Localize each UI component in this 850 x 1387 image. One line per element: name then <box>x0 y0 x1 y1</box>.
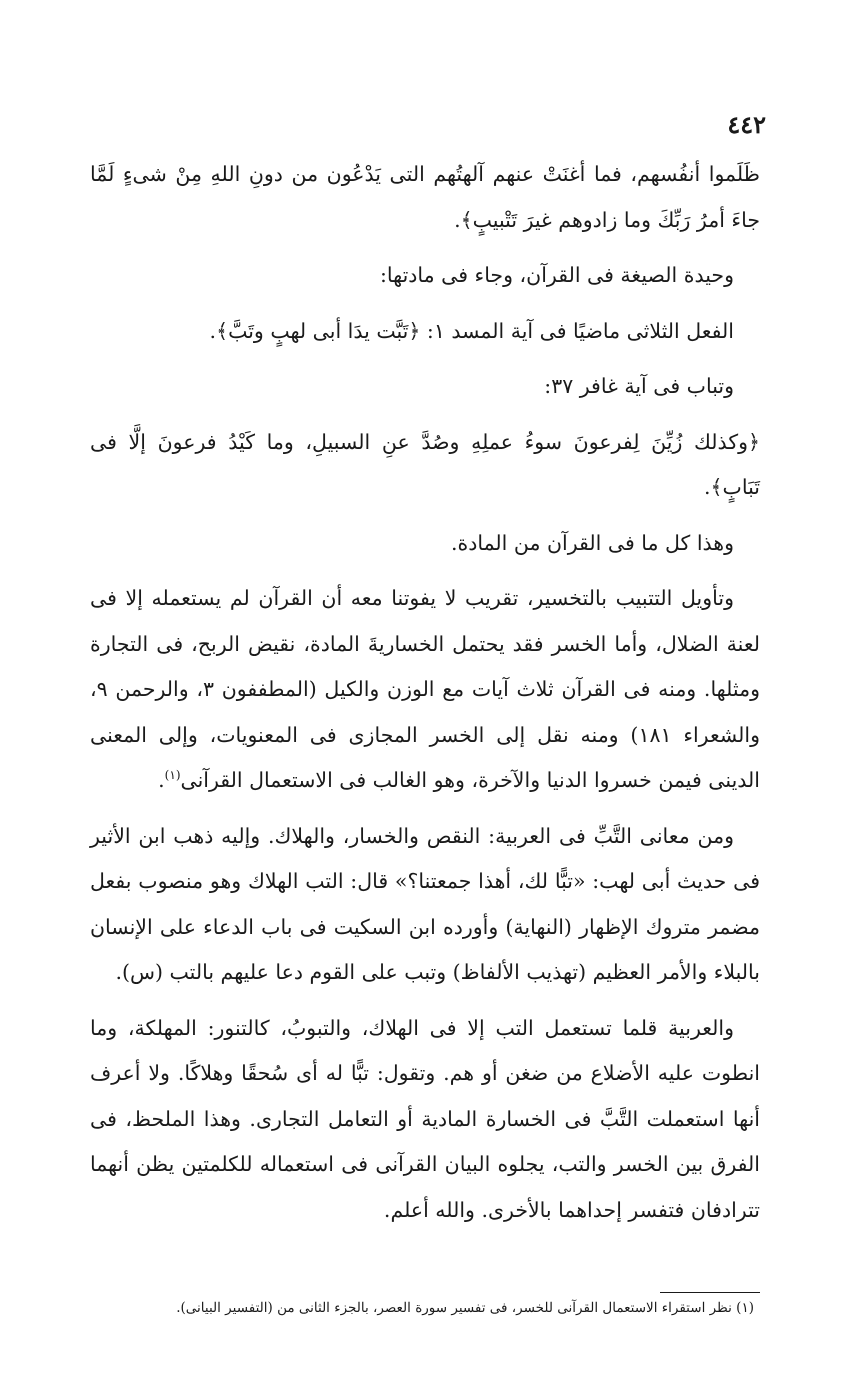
paragraph-8: ومن معانى التَّبِّ فى العربية: النقص والخسار، والهلاك. وإليه ذهب ابن الأثير فى حديث أبى لهب: «تبًّا لك، أهذا جمعتنا؟» قال: التب الهلاك وهو منصوب بفعل مضمر متروك الإظهار (النهاية) وأورده ابن السكيت فى باب الدعاء على الإنسان بالبلاء والأمر العظيم (تهذيب الألفاظ) وتبب على القوم دعا عليهم بالتب (س). <box>90 823 760 984</box>
paragraph-9: والعربية قلما تستعمل التب إلا فى الهلاك، والتبوبُ، كالتنور: المهلكة، وما انطوت عليه الأضلاع من ضغن أو هم. وتقول: تبًّا له أى سُحقًا وهلاكًا. ولا أعرف أنها استعملت التَّبَّ فى الخسارة المادية أو التعامل التجارى. وهذا الملحظ، فى الفرق بين الخسر والتب، يجلوه البيان القرآنى فى استعماله للكلمتين يظن أنهما تترادفان فتفسر إحداهما بالأخرى. والله أعلم. <box>90 1015 760 1222</box>
paragraph-7-text: وتأويل التتبيب بالتخسير، تقريب لا يفوتنا معه أن القرآن لم يستعمله إلا فى لعنة الضلال، وأما الخسر فقد يحتمل الخساريةَ المادة، نقيض الربح، فى التجارة ومثلها. ومنه فى القرآن ثلاث آيات مع الوزن والكيل (المطففون ٣، والرحمن ٩، والشعراء ١٨١) ومنه نقل إلى الخسر المجازى فى المعنويات، وإلى المعنى الدينى فيمن خسروا الدنيا والآخرة، وهو الغالب فى الاستعمال القرآنى <box>90 586 760 792</box>
footnote-divider <box>660 1292 760 1293</box>
paragraph-7: وتأويل التتبيب بالتخسير، تقريب لا يفوتنا معه أن القرآن لم يستعمله إلا فى لعنة الضلال، وأما الخسر فقد يحتمل الخساريةَ المادة، نقيض الربح، فى التجارة ومثلها. ومنه فى القرآن ثلاث آيات مع الوزن والكيل (المطففون ٣، والرحمن ٩، والشعراء ١٨١) ومنه نقل إلى الخسر المجازى فى المعنويات، وإلى المعنى الدينى فيمن خسروا الدنيا والآخرة، وهو الغالب فى الاستعمال القرآنى$^{(١)}$. <box>90 586 760 792</box>
page-body <box>90 152 760 1243</box>
footnote-reference: (١) <box>164 768 181 783</box>
paragraph-2: وحيدة الصيغة فى القرآن، وجاء فى مادتها: <box>379 263 734 287</box>
paragraph-1: ظَلَموا أنفُسهم، فما أغنَتْ عنهم آلهتُهم التى يَدْعُون من دونِ اللهِ مِنْ شىءٍ لَمَّا جاءَ أمرُ رَبِّكَ وما زادوهم غيرَ تَتْبيبٍ﴾. <box>90 162 760 232</box>
footnote: (١) نظر استقراء الاستعمال القرآنى للخسر، فى تفسير سورة العصر، بالجزء الثانى من (التفسير البيانى). <box>176 1300 754 1316</box>
paragraph-3: الفعل الثلاثى ماضيًا فى آية المسد ١: ﴿تَبَّت يدَا أبى لهبٍ وتَبَّ﴾. <box>209 318 734 343</box>
page-number: ٤٤٢ <box>727 110 766 139</box>
paragraph-4: وتباب فى آية غافر ٣٧: <box>544 374 734 398</box>
paragraph-5: ﴿وكذلك زُيِّنَ لِفرعونَ سوءُ عملِهِ وصُدَّ عنِ السبيلِ، وما كَيْدُ فرعونَ إلَّا فى تَبَابٍ﴾. <box>90 429 760 499</box>
paragraph-6: وهذا كل ما فى القرآن من المادة. <box>450 530 734 555</box>
